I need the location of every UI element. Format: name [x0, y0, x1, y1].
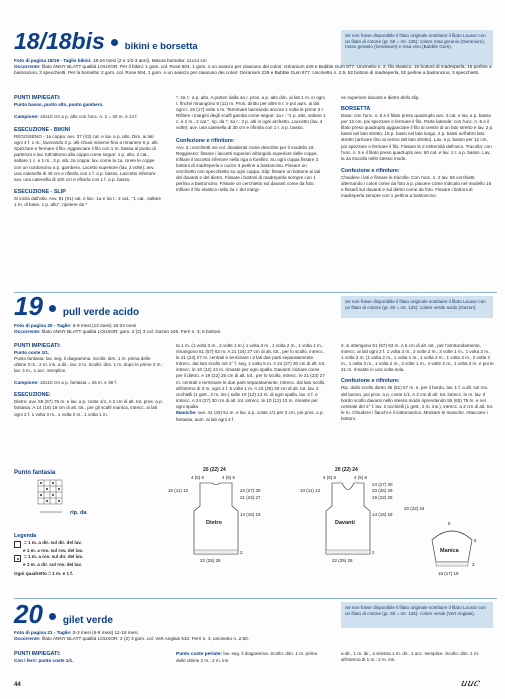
- davanti-schema: [300, 466, 400, 566]
- s20-number: 20: [14, 599, 43, 629]
- legend-3: Ogni quadretto = 1 m. e 1 f.: [14, 571, 74, 577]
- signature-mark: uuc: [459, 678, 481, 689]
- s19-c1-h3: ESECUZIONE:: [14, 392, 51, 399]
- davanti-bottom: 22 (25) 28: [332, 558, 353, 563]
- s19-occorrente: [14, 329, 340, 335]
- dietro-h-total: 24 (27) 30: [240, 488, 261, 493]
- s20-col-1: [14, 651, 164, 664]
- s19-c3-t1: Rip. dallo scollo dietro 45 (51) 57 m. e, per il bordo, lav. 1 f. a dir. sul rov. del lavoro, poi pros. a p. coste 1/1. A 2 cm di alt. tot. intrecc. le m. lav. Il bordo scollo davanti nello stesso modo riprendendo 55 (65) 75 m. e nel centrale del 2° f. lav. 2 occhielli (1 gett., 2 m. ins.), intrecc. a 2 cm di alt. tot. le m. Chiudere i fianchi e il sottomanica. Montare le maniche. Attaccare i bottoni.: [341, 385, 494, 421]
- davanti-rib-h: 2: [372, 550, 375, 555]
- manica-width: 20 (22) 24: [404, 506, 425, 511]
- page-number: 44: [14, 682, 21, 688]
- legend-1b: e 1 m. a rov. sul rov. del lav.: [23, 548, 83, 553]
- manica-outline: [432, 531, 472, 562]
- dietro-rib: [194, 550, 238, 554]
- s18-occorrente: [14, 64, 494, 76]
- s18-c3-t2: Chiudere i lati e fissare le tracolle. Con l'unc. n. 2 lav. 59 cerchietti alternando i colori come da foto a p. piacere come indicato nel modello 16 e fissarli sul davanti e sul dietro come da foto. Fissare i bottoni di madreperla sempre con 1 perlina a bastoncino.: [341, 174, 492, 199]
- s18-c2-t1: Avv. 3 i cerchietti nei col. desiderati come descritto per il modello 16. Reggiseno: fissare i laccetti superiori all'angolo superiore delle coppe. Infilare il laccetto inferiore nella riga a forellini. Su ogni coppa fissare 3 bottoni di madreperla e cucire 3 perline a bastoncino. Fissare un cerchietto con specchietto su ogni coppa. Slip: fissare un bottone ai lati del davanti e del dietro. Fissare i bottoni di madreperla sempre con 1 perlina a bastoncino. Fissare un cerchietto sul davanti come da foto. Infilare il filo elastico nella 2a r. del margi-: [176, 144, 321, 193]
- manica-rib: [436, 562, 468, 566]
- s19-photo-text: 6-9 mesi (12 mesi) 18-24 mesi: [71, 323, 137, 328]
- s18-col-1: [14, 95, 162, 208]
- s20-occorrente: [14, 636, 340, 642]
- davanti-label: Davanti: [335, 520, 355, 526]
- dietro-label: Dietro: [206, 520, 222, 526]
- s18-photo-text: 18-24 mesi (2 e 1/2-3 anni). Misura borsetta: 11x14 cm: [91, 58, 207, 63]
- legend-2: = 1 m. a rov. sul dir. del lav.: [24, 554, 83, 560]
- s19-c1-t3: Dietro: avv. 59 (67) 75 m. e lav. a p. coste 1/1. A 2 cm di alt. tot. pros. a p. fantasia. A 14 (16) 18 cm di alt. tot., per gli scalfi manica, intrecc. ai lati ogni 2 f. 1 volta 3 m., 1 volta 2 m., 1 volta 1 m.: [14, 399, 163, 417]
- s20-occ-label: Occorrente:: [14, 636, 41, 641]
- s20-c3-t0: a dir., 1 m. dir., a sinistra 1 m. dir., 1 acc. semplice. Scollo: dim. 1 m. all'interno di 1 m.: 2 m. ins.: [341, 651, 480, 663]
- s19-occ-label: Occorrente:: [14, 329, 41, 334]
- s19-c3-t0: 2, si ottengono 51 (57) 63 m. A 5 cm di alt. tot., per l'arrotondamento, intrecc. ai lati ogni 2 f. 1 volta 3 m., 2 volte 2 m., 3 volte 1 m., 1 volta 2 m., 1 volta 3 m. (1 volta 2 m., 1 volta 1 m., 1 volta 2 m., 1 volta 3 m., 2 volte 2 m., 1 volta 3 m., 1 volta 2 m., 3 volte 1 m., 4 volte 2 m., 1 volta 3 m. e poi le 21 m. rimaste in una volta sola.: [341, 343, 494, 373]
- s18-c3-h1: BORSETTA: [341, 106, 371, 113]
- s20-c2-t0: lav. seg. il diagramma. Scollo: dim. 1 m. prima delle ultime 2 m.: 2 m. ins.: [176, 651, 318, 663]
- s18-c2-h1: Confezione e rifiniture:: [176, 137, 235, 144]
- s18-occ-label: Occorrente:: [14, 64, 41, 69]
- davanti-top-dim: 20 (22) 24: [335, 467, 358, 473]
- s20-c1-t0: Con i ferri: punto coste 1/1.: [14, 658, 74, 663]
- s18-c1-h0: PUNTI IMPIEGATI:: [14, 95, 61, 101]
- davanti-shoulder-r: 4 (5) 6: [354, 475, 368, 480]
- s19-yarn-note: Se non fosse disponibile il filato originale sostituire il filato Louxor con un filato di cotone (gr. 50 = mt. 125): colore verde acido (Gazon).: [341, 296, 493, 318]
- davanti-rib: [326, 550, 370, 554]
- s19-title: pull verde acido: [62, 307, 140, 318]
- s20-c1-h0: PUNTI IMPIEGATI:: [14, 651, 61, 657]
- manica-bottom: 16 (17) 19: [438, 571, 459, 576]
- s18-c1-t3: Si inizia dall'alto. Avv. 81 (91) cat. e lav.: 1a e 3a r.: 3 cat., "1 cat., saltare 1 m. di base, 1 p. alto", ripetere da *: [14, 195, 162, 207]
- manica-top: 8: [448, 521, 451, 526]
- dietro-shoulder-r: 4 (5) 6: [222, 475, 236, 480]
- s19-c2-t0: ta 1 m. (1 volta 3 m., 2 volte 1 m.) 1 volta 3 m., 1 volta 2 m., 1 volta 1 m., rimangono 51 (57) 63 m. A 21 (24) 27 cm di alt. tot., per lo scollo, intrecc. le 21 (23) 27 m. centrali e terminare i 2 lati due parti separatamente. Intrecc. dal lato scollo nel 2° f. seg. 1 volta 5 m. A 24 (27) 30 cm di alt. tot. intrecc. le 10 (12) 13 m. rimaste per ogni spalla. Davanti: iniziare come per il dietro. A 19 (22) 25 cm di alt. tot., per lo scollo, intrecc. le 21 (23) 27 m. centrali e terminare le due parti separatamente. Intrecc. dal lato scollo, all'interno di 3 m. ogni 2 f. 5 volte 1 m. A 23 (26) 29 cm di alt. tot. lav. 2 occhielli (1 gett., 2 m. ins.) sulle 10 (12) 13 m. di ogni spalla, lav. 2 f. e intrecc. A 24 (27) 30 cm di alt. tot. intrecc. le 10 (12) 13 m. rimaste per ogni spalla.: [176, 343, 326, 409]
- davanti-outline: [326, 483, 370, 554]
- davanti-shoulder-l: 4 (5) 6: [323, 475, 337, 480]
- legend-2b: e 1 m. a dir. sul rov. del lav.: [23, 562, 82, 568]
- repeat-label: rip. da: [70, 510, 87, 516]
- punto-fantasia-diagram: [14, 468, 144, 528]
- s19-c1-t2: 10x10 cm a p. fantasia = 26 m. e 38 f.: [40, 380, 118, 386]
- manica-schema: [414, 520, 494, 580]
- davanti-h-total: 24 (27) 30: [372, 482, 393, 487]
- s18-c1-t2: REGGISENO - 1a coppa: avv. 37 (43) cat. e lav. a p. alto. Dim. ai lati ogni 4 f. 1 m., lavorando 2 p. alti chiusi insieme fino a rimanere 5 p. alti. Spezzare e fermare il filo. Agganciare il filo con 1 m. bassa al punto di partenza e lav. tutt'attorno alla coppa come segue: 1 p. alto, 2 cat., saltare 1 c. e 1 m., 3 p. alti. 2a coppa: lav. come la 1a. Unire le coppe con un cordoncino a p. gambero. Lacetto superiore (lav. 2 volte): avv. una catenella di 45 cm e rifinirla con 1 f. a p. basso. Laccetto inferiore: avv. una catenella di 100 cm e rifinirla con 1 f. a p. basso.: [14, 134, 159, 182]
- bullet-icon: [49, 613, 56, 620]
- dietro-h-armhole: 21 (24) 27: [240, 495, 261, 500]
- s18-c3-h2: Confezione e rifiniture:: [341, 167, 400, 174]
- davanti-h-scalfo: 23 (26) 29: [372, 488, 393, 493]
- s20-photo-text: 0-3 mesi (6-9 mesi) 12-18 mesi: [71, 630, 138, 635]
- s19-c3-h1: Confezione e rifiniture:: [341, 378, 400, 385]
- s19-c2-h1: Maniche:: [176, 411, 197, 417]
- diagram-title: Punto fantasia: [14, 470, 56, 476]
- s19-col-2: [176, 343, 326, 423]
- manica-rib-h: 2: [472, 562, 475, 567]
- s19-c2-t1: avv. 41 (43) 51 m. e lav. a p. coste 1/1 per 2 cm, poi pros. a p. fantasia, aum. ai lati ogni 4 f.: [176, 410, 324, 423]
- davanti-h-body: 14 (16) 18: [372, 512, 393, 517]
- s19-c1-t0: Punto coste 1/1.: [14, 350, 50, 355]
- s19-heading: [14, 291, 139, 322]
- bullet-icon: [49, 305, 56, 312]
- s18-heading: [14, 28, 198, 55]
- manica-h: 5: [474, 538, 477, 543]
- s20-heading: [14, 599, 113, 630]
- s18-c1-t1: 10x10 cm a p. alto con l'unc. n. 2 = 30 m. e 14 f.: [40, 114, 138, 120]
- s20-col-3: [341, 651, 494, 663]
- s19-c1-t1: Punto fantasia: lav. seg. il diagramma. Scollo: dim. 1 m. prima delle ultime 3 m.: 2 m. ins. a dir., lav. 3 m. Scollo: dim. 1 m. dopo le prime 3 m.: lav. 3 m., 1 acc. semplice.: [14, 356, 164, 374]
- s18-photo-label: Foto di pagina 18/19 - Taglie bikini:: [14, 58, 92, 63]
- s18-number: 18/18bis: [14, 28, 105, 54]
- s20-yarn-note: Se non fosse disponibile il filato originale sostituire il filato Louxor con un filato di cotone (gr. 50 = mt. 125): colore verde (Vert Anglais).: [341, 602, 493, 628]
- davanti-neck-dim: 10 (11) 12: [300, 488, 321, 493]
- dietro-top-dim: 20 (22) 24: [203, 467, 226, 473]
- dietro-rib-h: 2: [240, 550, 243, 555]
- legend-title: Legenda: [14, 533, 37, 539]
- s18-c1-t0: Punto basso, punto alto, punto gambero.: [14, 102, 104, 107]
- bullet-icon: [111, 39, 118, 46]
- s18-c3-t0: ne superiore davanti e dietro dello slip.: [341, 95, 420, 100]
- s19-c1-h2: Campione:: [14, 381, 39, 387]
- dietro-outline: [194, 483, 238, 554]
- s20-col-2: [176, 651, 326, 664]
- s19-photo-label: Foto di pagina 20 - Taglie:: [14, 323, 72, 328]
- s18-c2-t0: *; 2a r.: a p. alto. A partire dalla 4a r. pros. a p. alto dim. ai lati 1 m. in ogni r. finché rimangono 9 (11) m. Pros. diritto per altre 6 r. e poi aum. ai lati ogni r. 15 (17) volte 1 m. Terminare lavorando ancora 1 volta le prime 3 r. Rifinire i margini degli scalfi gamba come segue: 1a r.: *1 p. alto, saltare 1 c. e 1 m., 2 cat.", rip. da *; 2a r.: 2 p. alti in ogni archetto. Laccetto (lav. 4 volte): avv. una catenella di 30 cm e rifinirla con 1 r. a p. basso.: [176, 95, 326, 131]
- s18-c3-t1: Base: con l'unc. n. 5 e il filato preso quadruplo avv. 4 cat. e lav. a p. basso per 12 cm, poi spezzare e fermare il filo. Parte laterale: con l'unc. n. 5 e il filato preso quadruplo agganciare il filo al centro di un lato stretto e lav. 2 p. bassi nel lato stretto, 15 p. bassi nel lato lungo, 2 p. bassi nell'altro lato stretto (arrivare fino al centro del lato stretto). Lav. a p. basso per 12 cm, poi spezzare e fermare il filo. Fissare le 2 estremità dell'arco. Tracolla: con l'unc. n. 5 e il filato preso quadruplo avv. 60 cat. e lav. 1 r. a p. basso. Lav. la 2a tracolla nello stesso modo.: [341, 113, 494, 161]
- s20-occ-text: filato ANNY BLATT qualità LOUXOR: 2 (2) 3 gom. col. Vert Anglais 510. Ferri n. 3, uncinetto n. 2,50.: [40, 636, 250, 641]
- s19-col-1: [14, 343, 164, 418]
- s20-title: gilet verde: [62, 615, 113, 626]
- dietro-schema: [168, 466, 268, 566]
- s18-c1-h3: ESECUZIONE - SLIP: [14, 188, 66, 195]
- s18-c1-h1: Campione:: [14, 115, 39, 121]
- davanti-h-neck: 19 (22) 25: [372, 495, 393, 500]
- dietro-shoulder-l: 4 (5) 6: [191, 475, 205, 480]
- s20-c2-h0: Punto coste perlate:: [176, 652, 223, 657]
- s20-photo-label: Foto di pagina 21 - Taglie:: [14, 630, 72, 635]
- s18-col-3: [341, 95, 494, 199]
- manica-label: Manica: [440, 548, 459, 554]
- empty-square-icon: [14, 541, 21, 548]
- s19-col-3: [341, 343, 494, 422]
- dietro-bottom: 22 (25) 28: [200, 558, 221, 563]
- dot-square-icon: [14, 555, 21, 562]
- legend-1: = 1 m. a dir. sul dir. del lav.: [24, 540, 82, 545]
- s18-c1-h2: ESECUZIONE - BIKINI: [14, 127, 71, 134]
- dietro-neck-dim: 10 (11) 12: [168, 488, 189, 493]
- s18-col-2: [176, 95, 326, 193]
- s19-occ-text: filato ANNY BLATT qualità LOUXOR: gom. 2 (2) 3 col. Gazon 246. Ferri n. 3; 6 bottoni.: [40, 329, 222, 334]
- diagram-legend: [14, 533, 164, 577]
- s18-title: bikini e borsetta: [124, 41, 198, 52]
- dietro-h-body: 14 (16) 18: [240, 512, 261, 517]
- s18-occ-text: filato ANNY BLATT qualità LOUXOR. Per il bikini: 1 gom. col. Rose 504, 1 gom. o un avanzo per ciascuno dei colori: Géranium 229 e Bubble Gum 877. Uncinetto n. 2, filo elastico, 15 bottoni di madreperla, 15 perline a bastoncino, 3 specchietti. Per la borsetta: 2 gom. col. Rose 504, 1 gom. o un avanzo per ciascuno dei colori: Géranium 229 e Bubble Gum 877. Uncinetto n. 2,5, 52 bottoni di madreperla, 52 perline a bastoncino, 3 specchietti.: [14, 64, 492, 76]
- s18-yarn-note: Se non fosse disponibile il filato originale sostituire il filato Louxor con un filato di cotone (gr. 50 = mt. 125): colore rosa geranio (Geranium), rosso geranio (Geranium) e rosa vivo (Bubble Gum).: [341, 30, 493, 66]
- s19-c1-h0: PUNTI IMPIEGATI:: [14, 343, 61, 349]
- s19-number: 19: [14, 291, 43, 321]
